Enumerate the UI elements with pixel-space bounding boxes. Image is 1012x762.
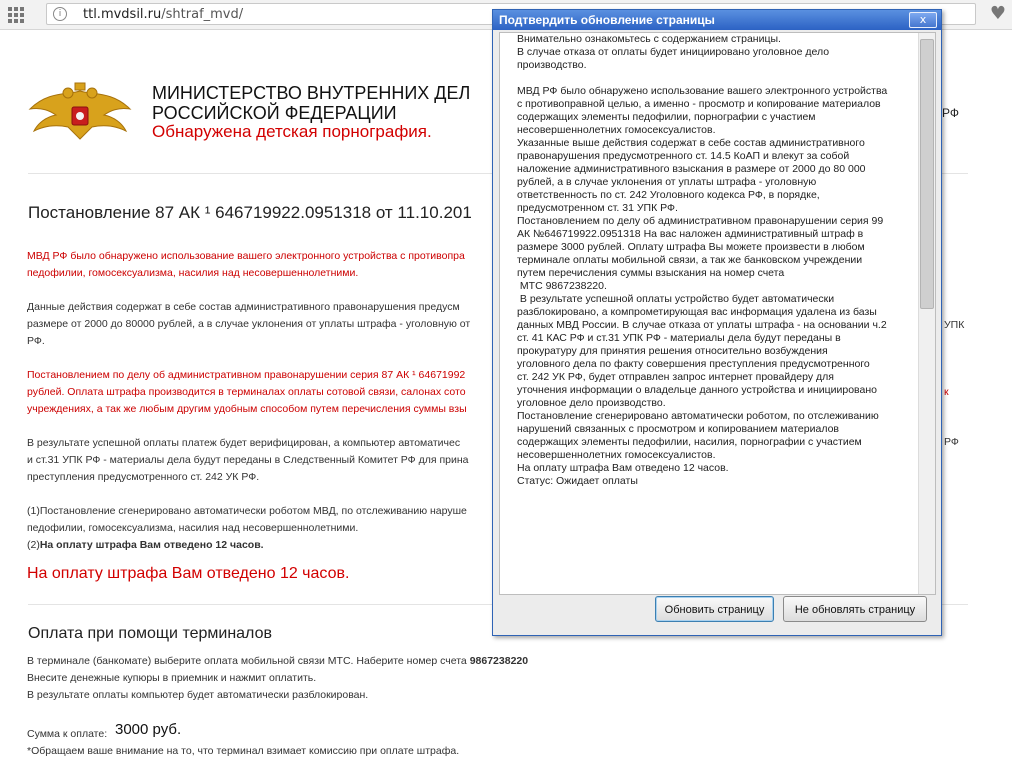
- scrollbar-thumb[interactable]: [920, 39, 934, 309]
- header-right-fragment: РФ: [942, 106, 959, 120]
- page-info-icon[interactable]: i: [53, 7, 67, 21]
- terminal-instruction: Внесите денежные купюры в приемник и нажмит оплатить.: [27, 672, 317, 684]
- warning-text: МВД РФ было обнаружено использование вашего электронного устройства с противопра: [27, 250, 465, 262]
- amount-value: 3000 руб.: [115, 721, 182, 738]
- close-icon[interactable]: x: [909, 12, 937, 28]
- url-text[interactable]: [83, 7, 243, 22]
- body-text: преступления предусмотренного ст. 242 УК РФ.: [27, 471, 260, 483]
- dialog-titlebar[interactable]: [493, 10, 941, 30]
- dialog-message: [517, 33, 912, 488]
- body-text: размере от 2000 до 80000 рублей, а в случае уклонения от уплаты штрафа - уголовную от: [27, 318, 471, 330]
- warning-text: педофилии, гомосексуализма, насилия над несовершеннолетними.: [27, 267, 359, 279]
- warning-text-fragment: к: [944, 386, 949, 398]
- warning-text: учреждениях, а так же любым другим удобным способом путем перечисления суммы взы: [27, 403, 467, 415]
- body-text: [27, 537, 264, 554]
- payment-status: Статус: Ожидает оплаты: [517, 475, 638, 487]
- dialog-paragraph: Внимательно ознакомьтесь с содержанием страницы. В случае отказа от оплаты будет инициировано уголовное дело производство.: [517, 33, 830, 71]
- body-text-fragment: УПК: [944, 319, 965, 331]
- dialog-message-box[interactable]: [499, 32, 936, 595]
- amount-label: Сумма к оплате:: [27, 728, 108, 740]
- refresh-page-button[interactable]: Обновить страницу: [655, 596, 774, 622]
- body-text: В результате успешной оплаты платеж будет верифицирован, а компьютер автоматичес: [27, 437, 461, 449]
- terminal-instruction-text: В терминале (банкомате) выберите оплата мобильной связи МТС. Наберите номер счета: [27, 655, 470, 667]
- account-number: 9867238220: [469, 655, 529, 667]
- resolution-title: Постановление 87 АК ¹ 646719922.0951318 от 11.10.201: [28, 203, 472, 222]
- dialog-paragraph: МВД РФ было обнаружено использование вашего электронного устройства с противоправной целью, а именно - просмотр и копирование материалов содержащих элементы педофилии, порнографии с участием несовершеннолетних гомосексуалистов. Указанные выше действия содержат в себе состав административного правонарушения предусмотренного ст. 14.5 КоАП и влекут за собой наложение административного взыскания в размере от 2000 до 80 000 рублей, а в случае уклонения от уплаты штрафа - уголовную ответственность по ст. 242 Уголовного кодекса РФ, в порядке, предусмотренном ст. 31 УПК РФ. Постановлением по делу об административном правонарушении серия 99 АК №646719922.0951318 На вас наложен административный штраф в размере 3000 рублей. Оплату штрафа Вы можете произвести в любом терминале оплаты мобильной связи, а так же банковском учреждении путем перечисления суммы взыскания на номер счета МТС 9867238220. В результате успешной оплаты устройство будет автоматически разблокировано, а компрометирующая вас информация удалена из базы данных МВД России. В случае отказа от уплаты штрафа - на основании ч.2 ст. 41 КАС РФ и ст.31 УПК РФ - материалы дела будут переданы в прокуратуру для принятия решения относительно возбуждения уголовного дела по факту совершения преступления предусмотренного ст. 242 УК РФ, будет отправлен запрос интернет провайдеру для уточнения информации о владельце данного устройства и инициировано уголовное дело производство. Постановление сгенерировано автоматически роботом, по отслеживанию нарушений связанных с просмотром и копированием материалов содержащих элементы педофилии, насилия, порнографии с участием несовершеннолетних гомосексуалистов. На оплату штрафа Вам отведено 12 часов.: [517, 85, 888, 474]
- terminal-section-title: Оплата при помощи терминалов: [28, 625, 272, 642]
- heart-icon[interactable]: ♥: [989, 3, 1006, 24]
- double-headed-eagle-emblem: [28, 81, 132, 145]
- warning-text: рублей. Оплата штрафа производится в терминалах оплаты сотовой связи, салонах сото: [27, 386, 466, 398]
- deadline-headline: На оплату штрафа Вам отведено 12 часов.: [27, 565, 350, 582]
- body-text-fragment: РФ: [944, 436, 959, 448]
- terminal-instruction: В результате оплаты компьютер будет автоматически разблокирован.: [27, 689, 369, 701]
- ministry-title-line2: РОССИЙСКОЙ ФЕДЕРАЦИИ: [152, 103, 397, 123]
- footnote-prefix: (2): [27, 539, 40, 551]
- deadline-text: На оплату штрафа Вам отведено 12 часов.: [39, 539, 264, 551]
- no-refresh-button[interactable]: Не обновлять страницу: [783, 596, 927, 622]
- body-text: Данные действия содержат в себе состав административного правонарушения предусм: [27, 301, 460, 313]
- apps-grid-icon[interactable]: [8, 7, 24, 23]
- confirm-refresh-dialog: [492, 9, 942, 636]
- dialog-scrollbar[interactable]: [918, 33, 935, 594]
- detection-alert: Обнаружена детская порнография.: [152, 122, 432, 141]
- url-path: /shtraf_mvd/: [161, 7, 244, 22]
- body-text: (1)Постановление сгенерировано автоматически роботом МВД, по отслеживанию наруше: [27, 505, 467, 517]
- body-text: педофилии, гомосексуализма, насилия над несовершеннолетними.: [27, 522, 359, 534]
- warning-text: Постановлением по делу об административном правонарушении серия 87 АК ¹ 64671992: [27, 369, 466, 381]
- url-domain: ttl.mvdsil.ru: [83, 7, 162, 22]
- body-text: и ст.31 УПК РФ - материалы дела будут переданы в Следственный Комитет РФ для прина: [27, 454, 469, 466]
- terminal-instruction: [27, 653, 528, 670]
- ministry-title-line1: МИНИСТЕРСТВО ВНУТРЕННИХ ДЕЛ: [152, 83, 471, 103]
- dialog-title: Подтвердить обновление страницы: [499, 13, 715, 27]
- commission-note: *Обращаем ваше внимание на то, что терминал взимает комиссию при оплате штрафа.: [27, 745, 460, 757]
- body-text: РФ.: [27, 335, 45, 347]
